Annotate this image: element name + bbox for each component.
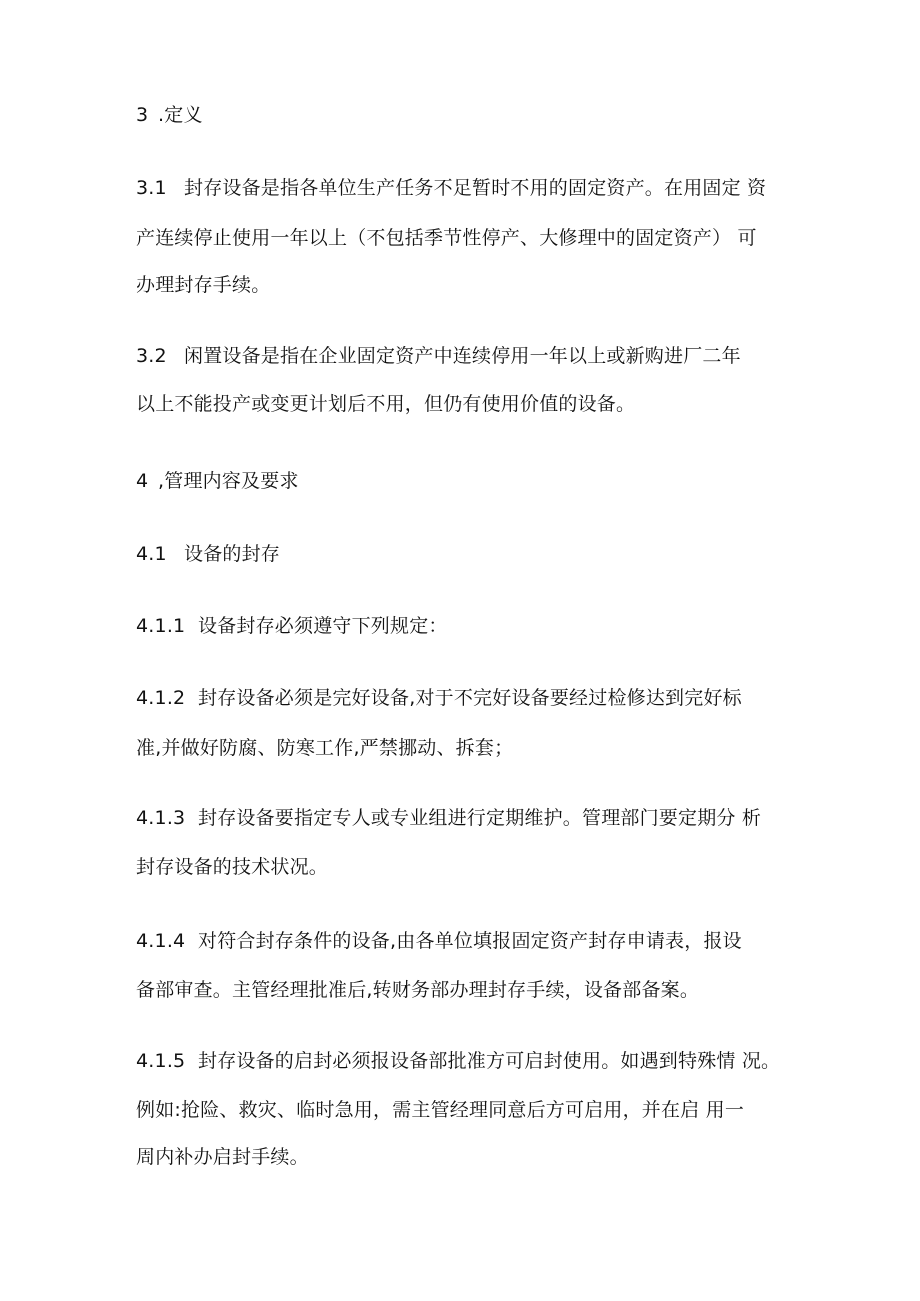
clause-number: 4.1.2 <box>136 687 186 709</box>
section-heading-4 <box>136 469 299 493</box>
clause-4-1-2-line-2: 准,并做好防腐、防寒工作,严禁挪动、拆套； <box>136 737 514 759</box>
clause-number: 3.1 <box>136 177 167 199</box>
clause-text: 封存设备的启封必须报设备部批准方可启封使用。如遇到特殊情 况。 <box>198 1050 781 1072</box>
section-number: 3 <box>136 104 149 126</box>
section-heading-3 <box>136 103 203 127</box>
subsection-heading-4-1 <box>136 542 280 566</box>
clause-4-1-1 <box>136 614 448 638</box>
clause-number: 4.1.1 <box>136 615 186 637</box>
paragraph-3-1-line-1 <box>136 176 766 200</box>
paragraph-3-1-line-3: 办理封存手续。 <box>136 274 271 296</box>
clause-text: 封存设备必须是完好设备,对于不完好设备要经过检修达到完好标 <box>198 687 742 709</box>
paragraph-3-1-line-2: 产连续停止使用一年以上（不包括季节性停产、大修理中的固定资产） 可 <box>136 227 757 249</box>
clause-4-1-2-line-1 <box>136 686 742 710</box>
paragraph-3-2-line-2: 以上不能投产或变更计划后不用，但仍有使用价值的设备。 <box>136 393 636 415</box>
clause-number: 4.1.4 <box>136 930 186 952</box>
clause-number: 4.1.3 <box>136 807 186 829</box>
clause-4-1-5-line-2: 例如:抢险、救灾、临时急用，需主管经理同意后方可启用，并在启 用一 <box>136 1099 745 1121</box>
paragraph-3-2-line-1 <box>136 344 741 368</box>
clause-4-1-5-line-3: 周内补办启封手续。 <box>136 1146 309 1168</box>
section-title: ,管理内容及要求 <box>158 470 299 492</box>
clause-number: 3.2 <box>136 345 167 367</box>
section-title: .定义 <box>158 104 203 126</box>
clause-4-1-5-line-1 <box>136 1049 780 1073</box>
clause-text: 封存设备要指定专人或专业组进行定期维护。管理部门要定期分 析 <box>198 807 762 829</box>
paragraph-text: 闲置设备是指在企业固定资产中连续停用一年以上或新购进厂二年 <box>184 345 741 367</box>
section-number: 4 <box>136 470 149 492</box>
clause-number: 4.1 <box>136 543 167 565</box>
clause-text: 设备封存必须遵守下列规定： <box>198 615 448 637</box>
clause-text: 对符合封存条件的设备,由各单位填报固定资产封存申请表，报设 <box>198 930 742 952</box>
clause-4-1-3-line-1 <box>136 806 761 830</box>
subsection-title: 设备的封存 <box>184 543 281 565</box>
clause-number: 4.1.5 <box>136 1050 186 1072</box>
clause-4-1-4-line-2: 备部审查。主管经理批准后,转财务部办理封存手续，设备部备案。 <box>136 979 700 1001</box>
paragraph-text: 封存设备是指各单位生产任务不足暂时不用的固定资产。在用固定 资 <box>184 177 767 199</box>
clause-4-1-3-line-2: 封存设备的技术状况。 <box>136 856 329 878</box>
clause-4-1-4-line-1 <box>136 929 742 953</box>
